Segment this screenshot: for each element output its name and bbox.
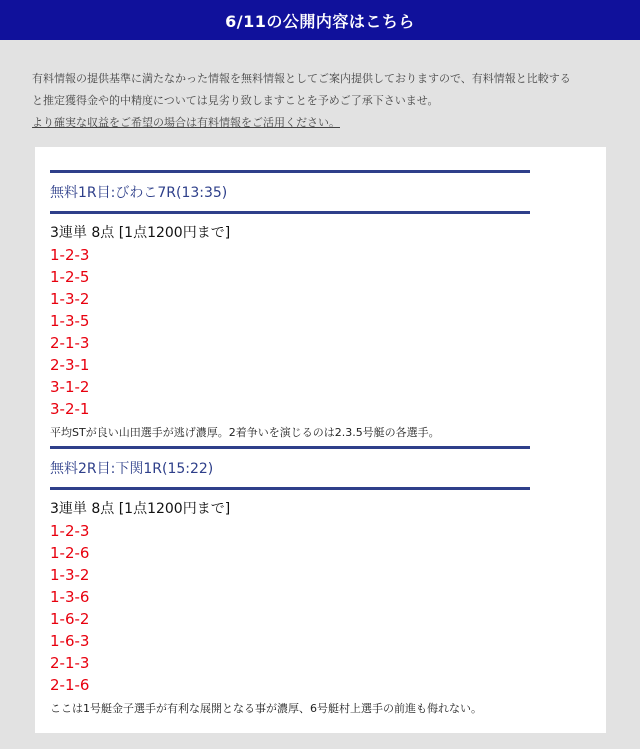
page-header xyxy=(0,0,640,40)
combo-item: 2-1-3 xyxy=(50,334,90,352)
page-title: 6/11の公開内容はこちら xyxy=(225,11,415,31)
combo-item: 1-3-5 xyxy=(50,312,90,330)
combo-item: 1-2-5 xyxy=(50,268,90,286)
combo-item: 1-2-3 xyxy=(50,522,90,540)
race-2 xyxy=(50,446,606,720)
combo-item: 1-3-2 xyxy=(50,566,90,584)
notice-line-2: と推定獲得金や的中精度については見劣り致しますことを予めご了承下さいませ。 xyxy=(32,94,439,107)
combo-item: 2-3-1 xyxy=(50,356,90,374)
bet-summary: 3連単 8点 [1点1200円まで] xyxy=(50,225,231,241)
race-title: 無料1R目:びわこ7R(13:35) xyxy=(50,170,530,214)
notice xyxy=(0,40,640,130)
combo-item: 1-6-2 xyxy=(50,610,90,628)
combo-item: 3-1-2 xyxy=(50,378,90,396)
free-info-card xyxy=(35,147,606,733)
combo-list xyxy=(50,520,606,696)
race-comment: 平均STが良い山田選手が逃げ濃厚。2着争いを演じるのは2.3.5号艇の各選手。 xyxy=(50,426,440,439)
combo-item: 1-6-3 xyxy=(50,632,90,650)
combo-item: 1-3-2 xyxy=(50,290,90,308)
race-title: 無料2R目:下関1R(15:22) xyxy=(50,446,530,490)
race-comment: ここは1号艇金子選手が有利な展開となる事が濃厚、6号艇村上選手の前進も侮れない。 xyxy=(50,702,482,715)
race-1 xyxy=(50,170,606,444)
notice-line-1: 有料情報の提供基準に満たなかった情報を無料情報としてご案内提供しておりますので、有料情報と比較する xyxy=(32,72,571,85)
paid-info-link[interactable]: より確実な収益をご希望の場合は有料情報をご活用ください。 xyxy=(32,116,340,129)
combo-item: 3-2-1 xyxy=(50,400,90,418)
combo-item: 2-1-6 xyxy=(50,676,90,694)
combo-item: 1-2-6 xyxy=(50,544,90,562)
combo-list xyxy=(50,244,606,420)
combo-item: 2-1-3 xyxy=(50,654,90,672)
combo-item: 1-3-6 xyxy=(50,588,90,606)
combo-item: 1-2-3 xyxy=(50,246,90,264)
bet-summary: 3連単 8点 [1点1200円まで] xyxy=(50,501,231,517)
